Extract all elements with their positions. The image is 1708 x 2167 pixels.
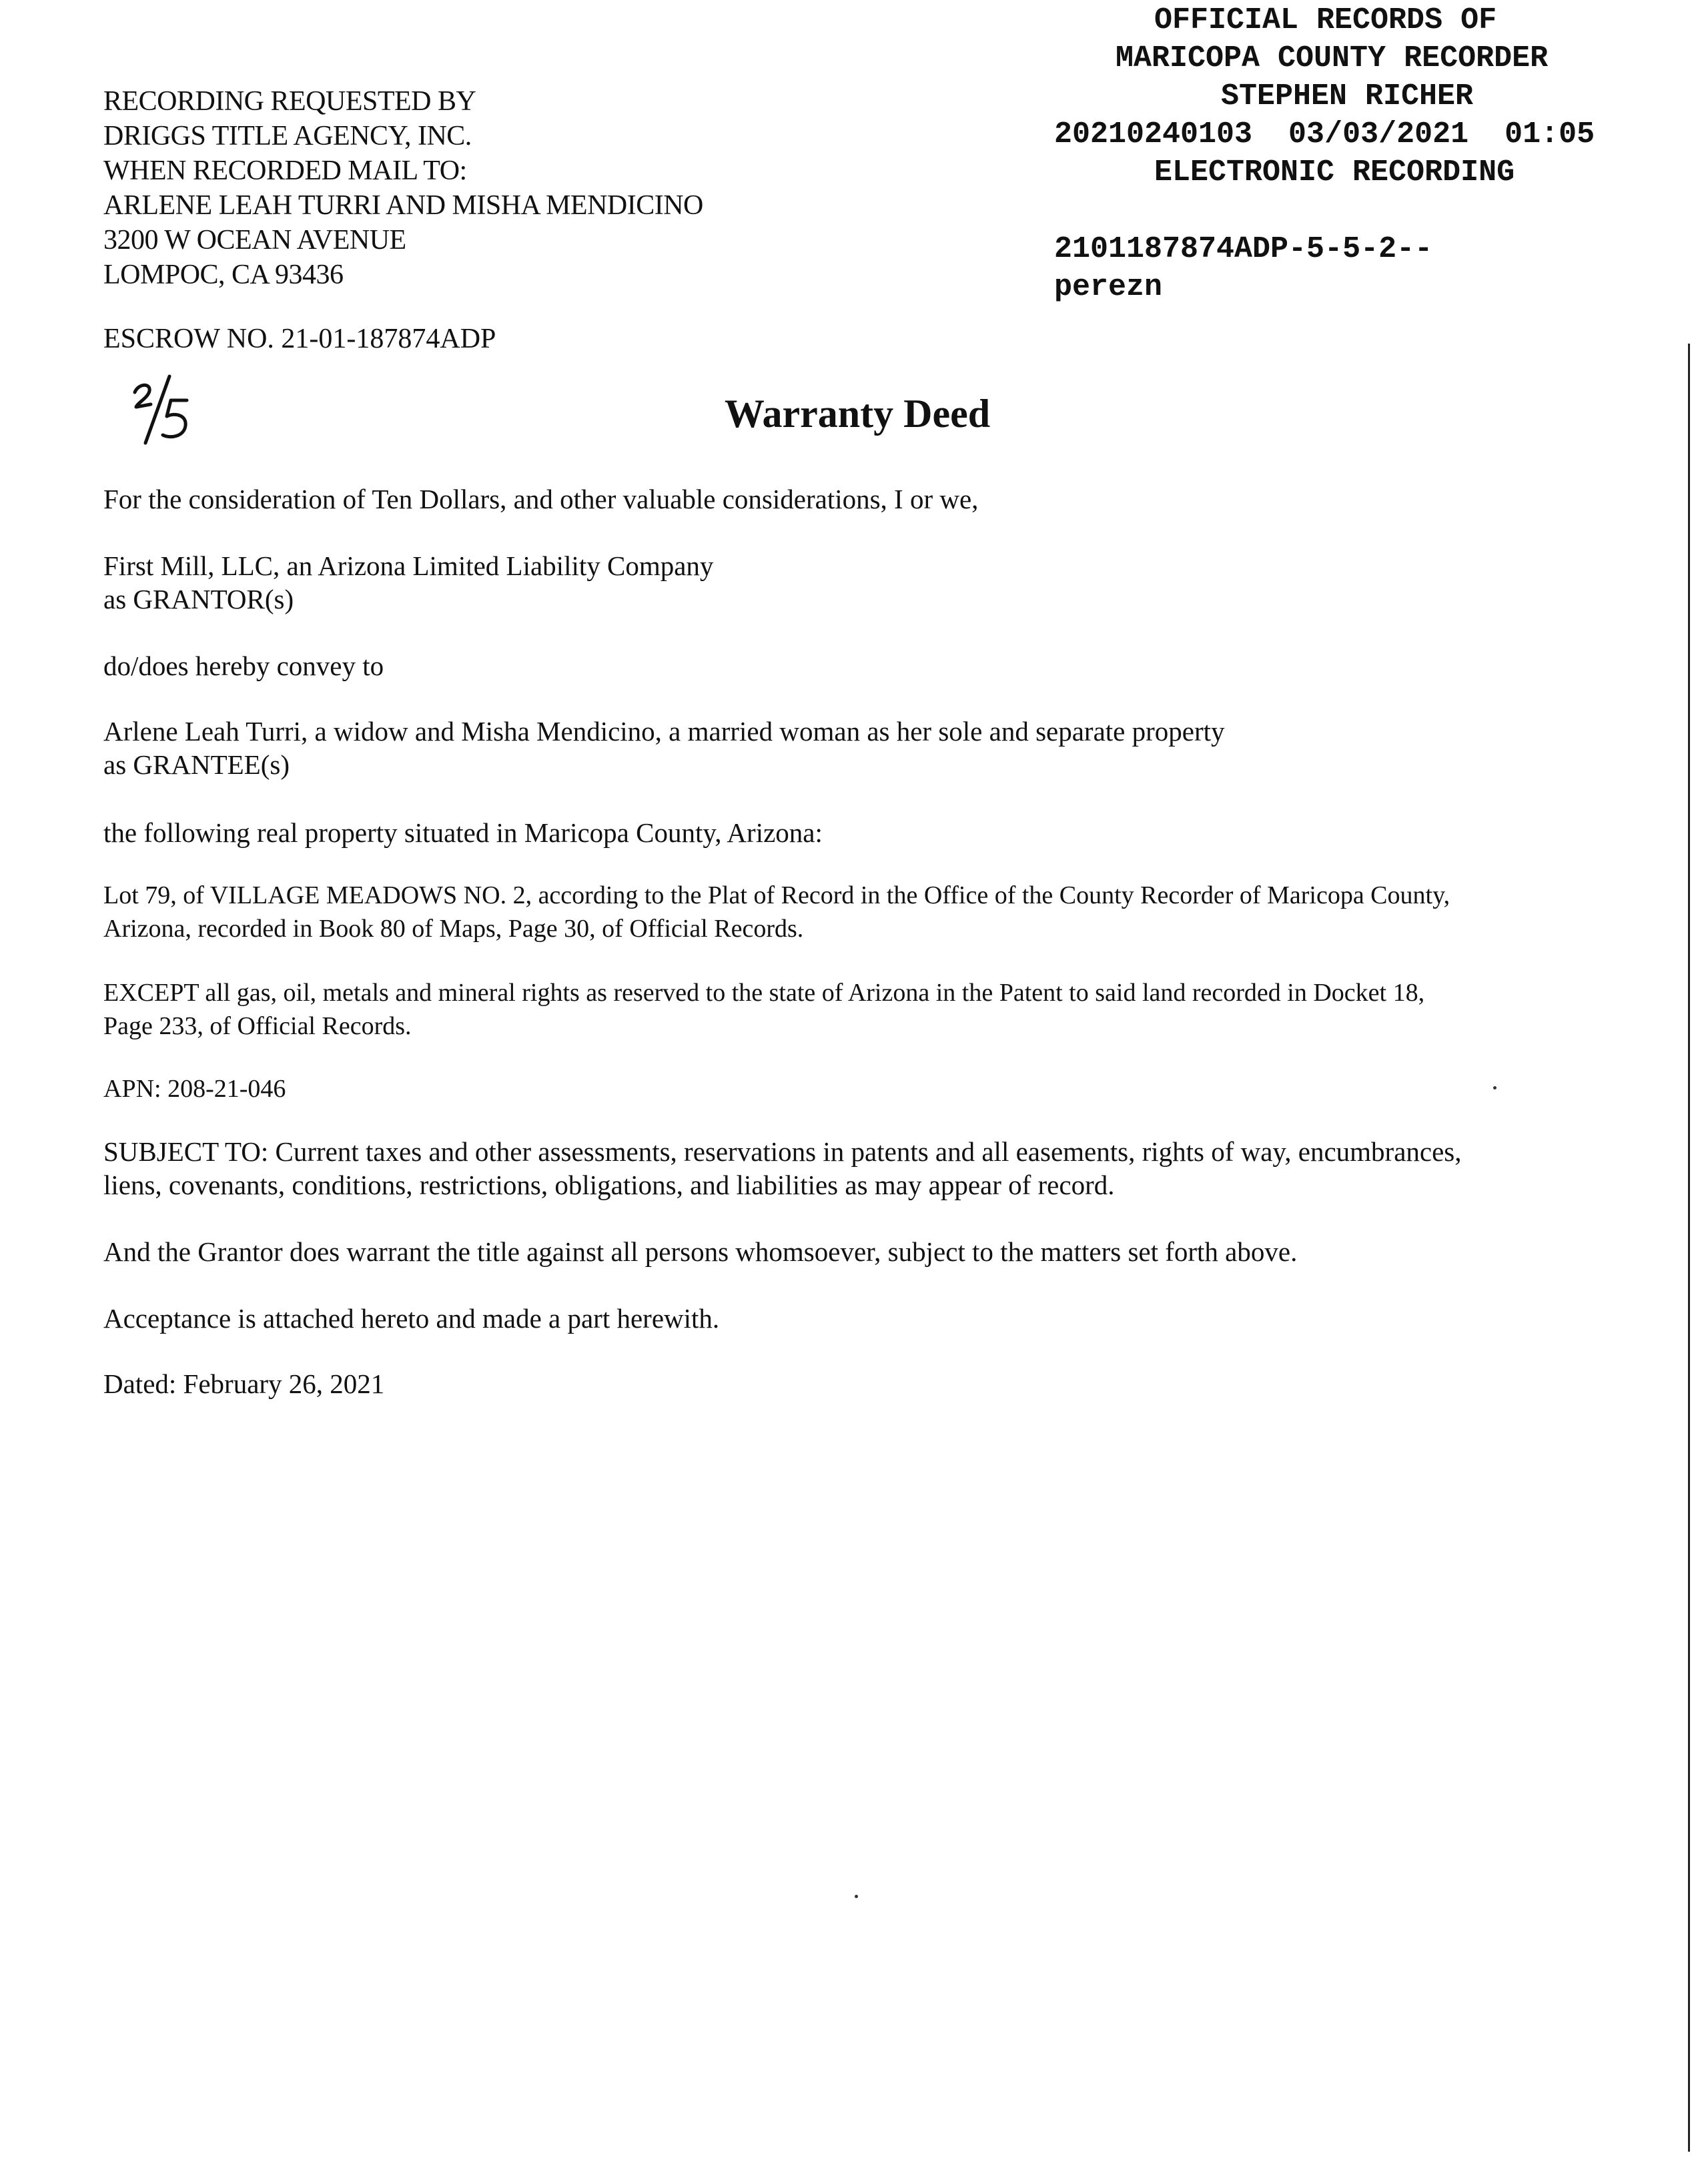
mail-to-street: 3200 W OCEAN AVENUE xyxy=(103,225,406,256)
property-intro: the following real property situated in Maricopa County, Arizona: xyxy=(103,817,823,848)
scan-speck xyxy=(1493,1086,1497,1090)
exception-line-1: EXCEPT all gas, oil, metals and mineral rights as reserved to the state of Arizona in the Patent to said land recorded in Docket 18, xyxy=(103,979,1425,1007)
document-title-text: Warranty Deed xyxy=(724,392,991,436)
grantee-name: Arlene Leah Turri, a widow and Misha Mendicino, a married woman as her sole and separate property xyxy=(103,716,1225,747)
recording-requested-by: RECORDING REQUESTED BY xyxy=(103,86,476,117)
right-margin-scan-line xyxy=(1688,344,1690,2152)
scan-speck xyxy=(855,1895,858,1898)
grantor-name: First Mill, LLC, an Arizona Limited Liability Company xyxy=(103,550,714,581)
recorder-stamp-line-1: OFFICIAL RECORDS OF xyxy=(1154,3,1497,37)
warranty-clause: And the Grantor does warrant the title against all persons whomsoever, subject to the matters set forth above. xyxy=(103,1236,1298,1267)
subject-to-line-2: liens, covenants, conditions, restrictions, obligations, and liabilities as may appear of record. xyxy=(103,1170,1115,1200)
recorder-stamp-line-3: STEPHEN RICHER xyxy=(1221,79,1474,113)
apn-number: APN: 208-21-046 xyxy=(103,1075,286,1103)
consideration-clause: For the consideration of Ten Dollars, and other valuable considerations, I or we, xyxy=(103,484,979,514)
when-recorded-mail-to: WHEN RECORDED MAIL TO: xyxy=(103,155,467,186)
recorder-reference-line-1: 2101187874ADP-5-5-2-- xyxy=(1054,232,1433,266)
document-title xyxy=(0,390,1708,438)
legal-description-line-2: Arizona, recorded in Book 80 of Maps, Page 30, of Official Records. xyxy=(103,915,804,943)
grantor-label: as GRANTOR(s) xyxy=(103,584,294,614)
recorder-stamp-line-5: ELECTRONIC RECORDING xyxy=(1154,155,1515,189)
grantee-label: as GRANTEE(s) xyxy=(103,749,290,780)
acceptance-clause: Acceptance is attached hereto and made a part herewith. xyxy=(103,1303,720,1334)
legal-description-line-1: Lot 79, of VILLAGE MEADOWS NO. 2, according to the Plat of Record in the Office of the County Recorder of Maricopa County, xyxy=(103,881,1450,909)
convey-clause: do/does hereby convey to xyxy=(103,651,384,681)
recorder-stamp-line-2: MARICOPA COUNTY RECORDER xyxy=(1116,41,1549,75)
title-agency-name: DRIGGS TITLE AGENCY, INC. xyxy=(103,121,472,151)
recording-address-block xyxy=(103,84,703,292)
escrow-number: ESCROW NO. 21-01-187874ADP xyxy=(103,324,496,354)
mail-to-name: ARLENE LEAH TURRI AND MISHA MENDICINO xyxy=(103,190,703,221)
recorder-stamp-line-4: 20210240103 03/03/2021 01:05 xyxy=(1054,117,1595,151)
mail-to-city: LOMPOC, CA 93436 xyxy=(103,260,344,290)
recorder-reference-line-2: perezn xyxy=(1054,270,1163,304)
dated-line: Dated: February 26, 2021 xyxy=(103,1368,385,1399)
exception-line-2: Page 233, of Official Records. xyxy=(103,1012,412,1040)
subject-to-line-1: SUBJECT TO: Current taxes and other assessments, reservations in patents and all easements, rights of way, encumbrances, xyxy=(103,1136,1462,1167)
